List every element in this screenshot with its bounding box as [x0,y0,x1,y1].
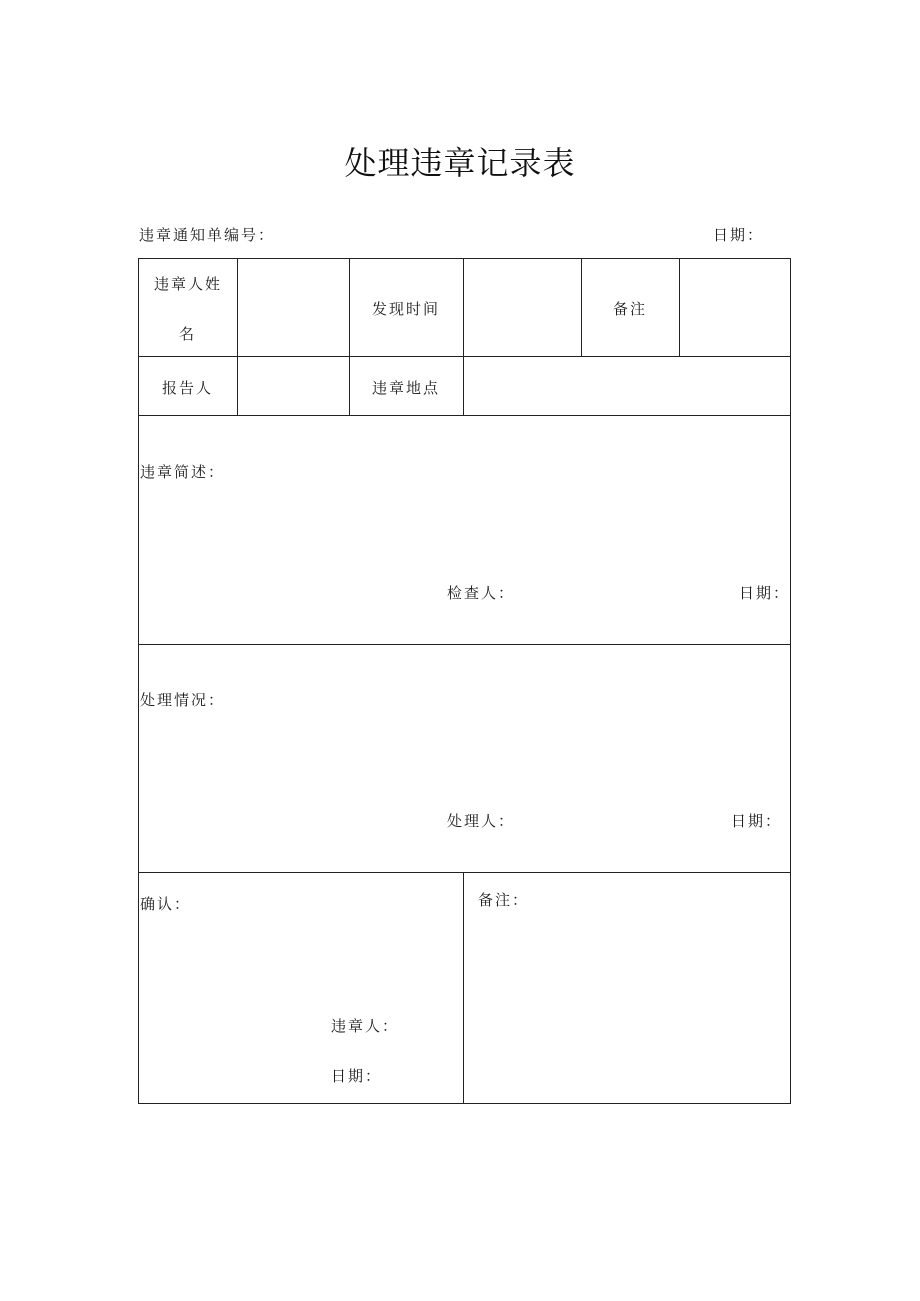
row-divider-3 [138,644,791,645]
border-bottom [138,1103,791,1104]
found-time-field[interactable] [464,259,581,356]
violator-name-field[interactable] [238,259,349,356]
handling-date-label: 日期： [731,812,783,830]
notice-number-label: 违章通知单编号： [139,226,276,244]
remark-label: 备注 [612,300,647,318]
reporter-field[interactable] [238,357,349,415]
inspector-label: 检查人： [447,584,516,602]
violation-record-form [138,258,791,1104]
header-date-label: 日期： [713,226,765,244]
handler-label: 处理人： [447,812,516,830]
confirm-date-label: 日期： [331,1067,383,1085]
reporter-label: 报告人 [161,379,213,397]
found-time-label: 发现时间 [371,300,440,318]
confirm-divider [463,872,464,1104]
page-title: 处理违章记录表 [344,144,576,182]
confirm-violator-label: 违章人： [331,1017,400,1035]
row-divider-4 [138,872,791,873]
row-divider-2 [138,415,791,416]
description-date-label: 日期： [739,584,791,602]
remark-field[interactable] [680,259,790,356]
handling-label: 处理情况： [140,691,226,709]
confirm-label: 确认： [140,895,192,913]
description-label: 违章简述： [140,463,226,481]
violator-name-label-cont: 名 [178,325,196,343]
location-field[interactable] [464,357,790,415]
location-label: 违章地点 [371,379,440,397]
border-right [790,258,791,1104]
confirm-remark-label: 备注： [478,891,530,909]
violator-name-label: 违章人姓 [154,275,223,293]
